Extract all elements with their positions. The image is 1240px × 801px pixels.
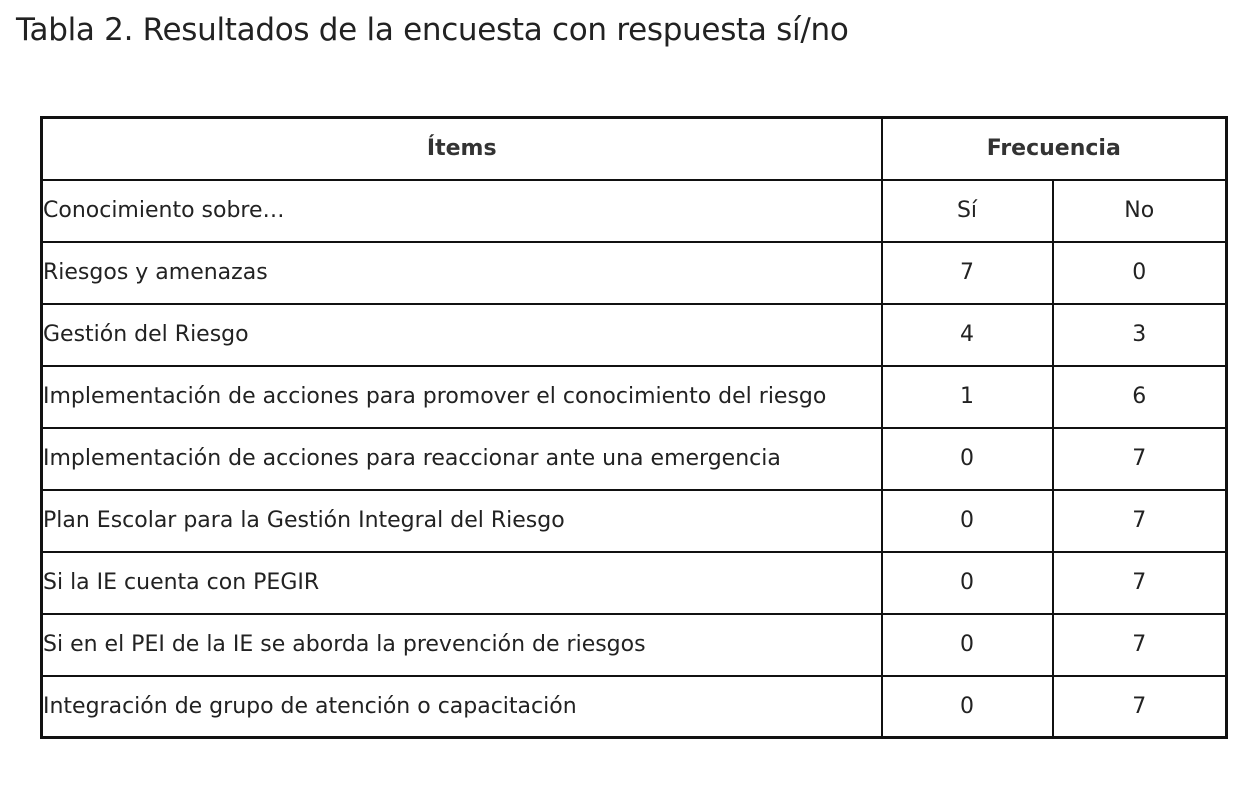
table-caption: Tabla 2. Resultados de la encuesta con respuesta sí/no [16,12,849,48]
row-no-count: 7 [1053,490,1227,552]
subheader-no: No [1053,180,1227,242]
header-row [42,118,1227,180]
row-no-count: 7 [1053,552,1227,614]
subheader-si: Sí [882,180,1053,242]
row-si-count: 1 [882,366,1053,428]
row-si-count: 0 [882,676,1053,738]
row-si-count: 4 [882,304,1053,366]
row-item: Implementación de acciones para reaccionar ante una emergencia [42,428,882,490]
row-item: Plan Escolar para la Gestión Integral del Riesgo [42,490,882,552]
table-row [42,676,1227,738]
row-si-count: 0 [882,490,1053,552]
table-row [42,366,1227,428]
subheader-row [42,180,1227,242]
table-row [42,490,1227,552]
row-no-count: 3 [1053,304,1227,366]
row-si-count: 0 [882,428,1053,490]
table-row [42,242,1227,304]
header-items: Ítems [42,118,882,180]
row-si-count: 7 [882,242,1053,304]
row-si-count: 0 [882,552,1053,614]
header-frequency: Frecuencia [882,118,1227,180]
row-no-count: 0 [1053,242,1227,304]
row-no-count: 7 [1053,614,1227,676]
row-item: Integración de grupo de atención o capacitación [42,676,882,738]
row-si-count: 0 [882,614,1053,676]
table-row [42,552,1227,614]
table-row [42,428,1227,490]
results-table [40,116,1228,739]
row-no-count: 7 [1053,676,1227,738]
row-item: Implementación de acciones para promover el conocimiento del riesgo [42,366,882,428]
table-row [42,304,1227,366]
subheader-item: Conocimiento sobre… [42,180,882,242]
row-item: Si la IE cuenta con PEGIR [42,552,882,614]
row-no-count: 7 [1053,428,1227,490]
row-item: Si en el PEI de la IE se aborda la prevención de riesgos [42,614,882,676]
row-item: Riesgos y amenazas [42,242,882,304]
row-no-count: 6 [1053,366,1227,428]
table-row [42,614,1227,676]
row-item: Gestión del Riesgo [42,304,882,366]
